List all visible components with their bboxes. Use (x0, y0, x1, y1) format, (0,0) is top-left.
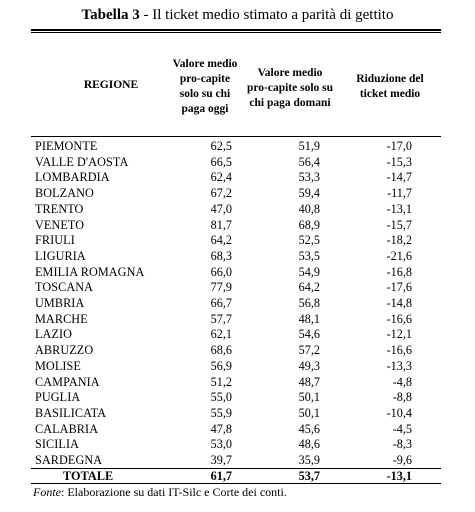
top-rule (31, 29, 441, 31)
header-col2-line: Valore medio (257, 67, 323, 79)
value-oggi-cell: 81,7 (210, 217, 232, 232)
value-oggi-cell: 39,7 (210, 453, 232, 467)
value-domani-cell: 59,4 (298, 186, 320, 201)
total-riduzione: -13,1 (386, 469, 412, 483)
header-col2 (230, 66, 350, 111)
riduzione-cell: -13,3 (386, 358, 412, 373)
table-row (31, 327, 441, 343)
riduzione-cell: -8,8 (392, 390, 412, 405)
table-row (31, 265, 441, 281)
region-cell: VALLE D'AOSTA (35, 154, 129, 169)
table-row (31, 390, 441, 406)
riduzione-cell: -18,2 (386, 233, 412, 248)
value-oggi-cell: 56,9 (210, 358, 232, 373)
value-oggi-cell: 53,0 (210, 437, 232, 452)
header-col1-line: paga oggi (181, 103, 229, 115)
table-row (31, 312, 441, 328)
value-domani-cell: 35,9 (298, 453, 320, 467)
table-row (31, 170, 441, 186)
riduzione-cell: -10,4 (386, 405, 412, 420)
value-oggi-cell: 62,1 (210, 327, 232, 342)
header-col1-line: Valore medio (172, 58, 238, 70)
value-domani-cell: 53,3 (298, 170, 320, 185)
value-oggi-cell: 47,0 (210, 201, 232, 216)
value-oggi-cell: 68,3 (210, 248, 232, 263)
region-cell: SARDEGNA (35, 453, 103, 467)
value-domani-cell: 48,1 (298, 311, 320, 326)
riduzione-cell: -14,7 (386, 170, 412, 185)
table-row (31, 406, 441, 422)
value-domani-cell: 53,5 (298, 248, 320, 263)
value-oggi-cell: 55,9 (210, 405, 232, 420)
value-domani-cell: 48,6 (298, 437, 320, 452)
header-col3 (335, 72, 445, 102)
riduzione-cell: -15,3 (386, 154, 412, 169)
region-cell: CALABRIA (35, 421, 99, 436)
header-rule (31, 136, 441, 137)
region-cell: PUGLIA (35, 390, 81, 405)
region-cell: ABRUZZO (35, 343, 94, 358)
value-domani-cell: 54,9 (298, 264, 320, 279)
region-cell: EMILIA ROMAGNA (35, 264, 145, 279)
riduzione-cell: -12,1 (386, 327, 412, 342)
value-domani-cell: 45,6 (298, 421, 320, 436)
value-oggi-cell: 62,4 (210, 170, 232, 185)
riduzione-cell: -16,8 (386, 264, 412, 279)
value-oggi-cell: 55,0 (210, 390, 232, 405)
riduzione-cell: -4,5 (392, 421, 412, 436)
total-domani: 53,7 (298, 469, 320, 483)
value-oggi-cell: 57,7 (210, 311, 232, 326)
region-cell: TOSCANA (35, 280, 94, 295)
table-row (31, 218, 441, 234)
value-oggi-cell: 67,2 (210, 186, 232, 201)
total-label: TOTALE (63, 469, 114, 483)
value-domani-cell: 48,7 (298, 374, 320, 389)
source-note (33, 485, 287, 500)
table-row (31, 280, 441, 296)
value-domani-cell: 56,4 (298, 154, 320, 169)
header-col2-line: chi paga domani (249, 97, 331, 109)
riduzione-cell: -9,6 (392, 453, 412, 467)
value-oggi-cell: 66,0 (210, 264, 232, 279)
table-row (31, 186, 441, 202)
value-domani-cell: 56,8 (298, 296, 320, 310)
table-row (31, 139, 441, 155)
region-cell: LIGURIA (35, 248, 86, 263)
value-domani-cell: 68,9 (298, 217, 320, 232)
region-cell: MARCHE (35, 311, 88, 326)
header-col1-line: pro-capite (179, 73, 231, 85)
value-domani-cell: 52,5 (298, 233, 320, 248)
riduzione-cell: -8,3 (392, 437, 412, 452)
table-title (0, 6, 475, 24)
riduzione-cell: -16,6 (386, 343, 412, 358)
table-row (31, 453, 441, 469)
header-col3-line: ticket medio (359, 88, 421, 100)
top-rule-inner (31, 32, 441, 33)
value-domani-cell: 40,8 (298, 201, 320, 216)
header-col3-line: Riduzione del (356, 73, 424, 85)
value-oggi-cell: 77,9 (210, 280, 232, 295)
riduzione-cell: -15,7 (386, 217, 412, 232)
value-oggi-cell: 62,5 (210, 139, 232, 153)
value-oggi-cell: 66,7 (210, 296, 232, 310)
region-cell: TRENTO (35, 201, 84, 216)
header-col2-line: pro-capite solo su (246, 82, 334, 94)
bottom-rule (31, 483, 441, 484)
riduzione-cell: -4,8 (392, 374, 412, 389)
riduzione-cell: -11,7 (387, 186, 412, 201)
value-domani-cell: 50,1 (298, 390, 320, 405)
region-cell: VENETO (35, 217, 85, 232)
table-row (31, 296, 441, 312)
table-row (31, 249, 441, 265)
table-row (31, 233, 441, 249)
table-row (31, 202, 441, 218)
value-domani-cell: 49,3 (298, 358, 320, 373)
table-title-text: - Il ticket medio stimato a parità di gettito (139, 7, 394, 23)
region-cell: FRIULI (35, 233, 75, 248)
region-cell: CAMPANIA (35, 374, 100, 389)
riduzione-cell: -21,6 (386, 248, 412, 263)
region-cell: LAZIO (35, 327, 73, 342)
value-domani-cell: 64,2 (298, 280, 320, 295)
source-text: : Elaborazione su dati IT-Silc e Corte dei conti. (61, 485, 287, 499)
value-oggi-cell: 47,8 (210, 421, 232, 436)
region-cell: LOMBARDIA (35, 170, 110, 185)
riduzione-cell: -14,8 (386, 296, 412, 310)
riduzione-cell: -13,1 (386, 201, 412, 216)
source-label: Fonte (33, 485, 61, 499)
header-regione: REGIONE (83, 79, 139, 91)
table-row (31, 437, 441, 453)
table-row (31, 155, 441, 171)
header-col1-line: solo su chi (179, 88, 231, 100)
table-row (31, 359, 441, 375)
table-row (31, 422, 441, 438)
table-title-number: Tabella 3 (81, 7, 140, 23)
value-oggi-cell: 68,6 (210, 343, 232, 358)
riduzione-cell: -16,6 (386, 311, 412, 326)
riduzione-cell: -17,6 (386, 280, 412, 295)
value-domani-cell: 50,1 (298, 405, 320, 420)
region-cell: BASILICATA (35, 405, 107, 420)
value-oggi-cell: 66,5 (210, 154, 232, 169)
total-oggi: 61,7 (210, 469, 232, 483)
region-cell: BOLZANO (35, 186, 94, 201)
region-cell: PIEMONTE (35, 139, 98, 153)
riduzione-cell: -17,0 (386, 139, 412, 153)
table-row (31, 375, 441, 391)
region-cell: UMBRIA (35, 296, 85, 310)
value-domani-cell: 57,2 (298, 343, 320, 358)
value-domani-cell: 54,6 (298, 327, 320, 342)
value-oggi-cell: 64,2 (210, 233, 232, 248)
region-cell: SICILIA (35, 437, 80, 452)
value-domani-cell: 51,9 (298, 139, 320, 153)
table-row (31, 343, 441, 359)
region-cell: MOLISE (35, 358, 81, 373)
value-oggi-cell: 51,2 (210, 374, 232, 389)
